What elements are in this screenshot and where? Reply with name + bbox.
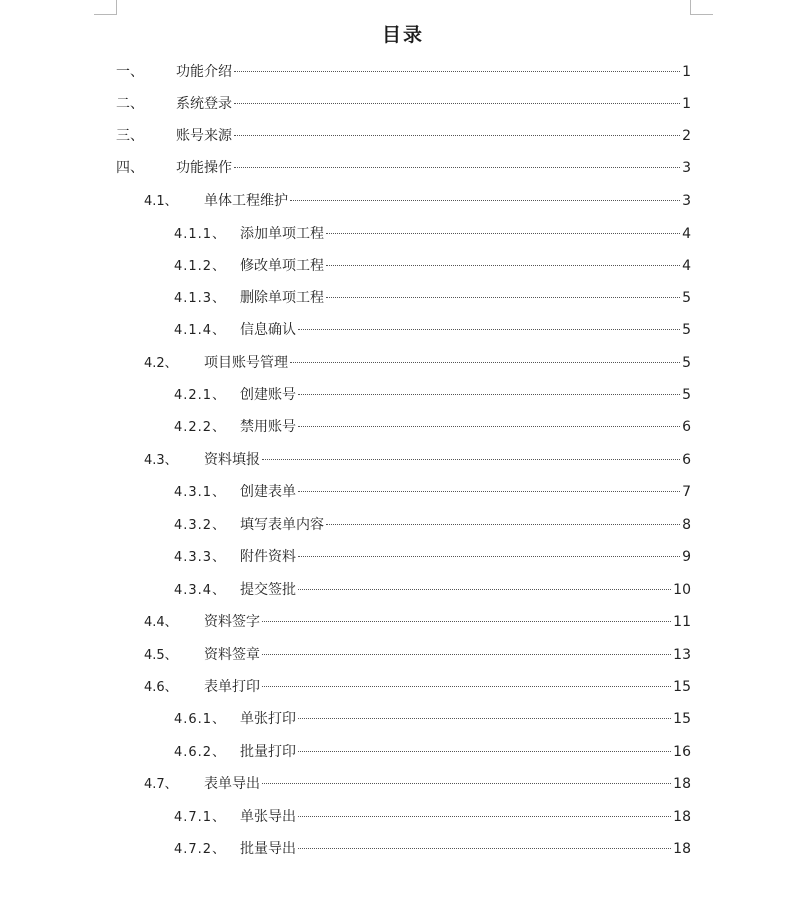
toc-entry[interactable] [116, 156, 691, 180]
toc-entry-page-number: 9 [682, 549, 691, 565]
toc-entry-title: 账号来源 [176, 128, 232, 144]
toc-dot-leader [290, 200, 680, 201]
toc-entry[interactable] [174, 805, 691, 829]
toc-entry-number: 4.3.3、 [174, 550, 227, 565]
toc-dot-leader [290, 362, 680, 363]
toc-entry[interactable] [174, 578, 691, 602]
toc-dot-leader [262, 686, 671, 687]
toc-entry[interactable] [116, 60, 691, 84]
toc-entry-number: 4.3.4、 [174, 583, 227, 598]
toc-entry-page-number: 15 [673, 711, 691, 727]
toc-dot-leader [326, 297, 680, 298]
toc-entry-title: 信息确认 [240, 322, 296, 338]
toc-entry[interactable] [174, 222, 691, 246]
toc-dot-leader [234, 135, 680, 136]
toc-entry[interactable] [144, 643, 691, 667]
toc-entry-page-number: 5 [682, 387, 691, 403]
toc-entry[interactable] [174, 707, 691, 731]
toc-entry-title: 资料签字 [204, 614, 260, 630]
toc-entry-page-number: 5 [682, 355, 691, 371]
toc-entry-page-number: 2 [682, 128, 691, 144]
toc-entry[interactable] [144, 675, 691, 699]
toc-dot-leader [262, 783, 671, 784]
toc-entry-page-number: 16 [673, 744, 691, 760]
toc-entry-page-number: 4 [682, 258, 691, 274]
toc-entry-page-number: 6 [682, 452, 691, 468]
toc-entry-number: 4.1.4、 [174, 323, 227, 338]
toc-entry[interactable] [144, 189, 691, 213]
toc-entry[interactable] [144, 610, 691, 634]
toc-entry-title: 单张导出 [240, 809, 296, 825]
toc-entry-number: 4.1.3、 [174, 291, 227, 306]
toc-dot-leader [298, 426, 680, 427]
toc-entry-page-number: 1 [682, 96, 691, 112]
toc-dot-leader [298, 816, 671, 817]
toc-entry-title: 系统登录 [176, 96, 232, 112]
toc-entry-number: 4.4、 [144, 615, 178, 630]
toc-entry-title: 修改单项工程 [240, 258, 324, 274]
toc-entry-number: 4.7.2、 [174, 842, 227, 857]
toc-entry-number: 4.6.1、 [174, 712, 227, 727]
toc-entry-page-number: 5 [682, 322, 691, 338]
toc-entry-number: 4.2.2、 [174, 420, 227, 435]
toc-entry-number: 4.5、 [144, 648, 178, 663]
toc-entry-title: 批量打印 [240, 744, 296, 760]
toc-entry-title: 表单导出 [204, 776, 260, 792]
toc-entry-title: 禁用账号 [240, 419, 296, 435]
toc-entry[interactable] [174, 318, 691, 342]
toc-entry-page-number: 3 [682, 193, 691, 209]
toc-dot-leader [262, 459, 680, 460]
toc-entry[interactable] [174, 513, 691, 537]
toc-dot-leader [326, 233, 680, 234]
toc-entry-number: 4.3.1、 [174, 485, 227, 500]
toc-entry-page-number: 3 [682, 160, 691, 176]
toc-dot-leader [262, 654, 671, 655]
toc-entry-title: 创建账号 [240, 387, 296, 403]
toc-entry-number: 4.3、 [144, 453, 178, 468]
toc-entry-title: 批量导出 [240, 841, 296, 857]
toc-entry-title: 单张打印 [240, 711, 296, 727]
toc-entry-page-number: 13 [673, 647, 691, 663]
toc-entry-page-number: 5 [682, 290, 691, 306]
toc-entry[interactable] [174, 837, 691, 861]
toc-entry-page-number: 18 [673, 809, 691, 825]
toc-entry-number: 4.3.2、 [174, 518, 227, 533]
toc-entry[interactable] [174, 286, 691, 310]
toc-entry-title: 资料填报 [204, 452, 260, 468]
toc-dot-leader [234, 103, 680, 104]
toc-entry[interactable] [174, 545, 691, 569]
toc-entry[interactable] [144, 448, 691, 472]
toc-dot-leader [298, 848, 671, 849]
toc-entry-title: 删除单项工程 [240, 290, 324, 306]
toc-entry[interactable] [116, 124, 691, 148]
toc-entry-page-number: 7 [682, 484, 691, 500]
toc-entry-page-number: 6 [682, 419, 691, 435]
toc-entry-number: 4.6.2、 [174, 745, 227, 760]
toc-entry-title: 表单打印 [204, 679, 260, 695]
toc-entry-number: 一、 [116, 64, 144, 80]
toc-entry-title: 提交签批 [240, 582, 296, 598]
toc-dot-leader [298, 718, 671, 719]
toc-entry[interactable] [174, 415, 691, 439]
toc-entry[interactable] [174, 383, 691, 407]
page-corner-mark-top-left [94, 0, 117, 15]
toc-entry-page-number: 10 [673, 582, 691, 598]
toc-dot-leader [298, 394, 680, 395]
toc-entry-page-number: 15 [673, 679, 691, 695]
toc-dot-leader [326, 524, 680, 525]
toc-dot-leader [234, 167, 680, 168]
toc-entry-number: 二、 [116, 96, 144, 112]
toc-entry-number: 4.1.1、 [174, 227, 227, 242]
toc-entry-title: 功能操作 [176, 160, 232, 176]
toc-entry[interactable] [174, 740, 691, 764]
toc-entry[interactable] [174, 480, 691, 504]
toc-dot-leader [262, 621, 671, 622]
toc-entry-number: 4.1.2、 [174, 259, 227, 274]
toc-entry-number: 三、 [116, 128, 144, 144]
toc-entry-title: 附件资料 [240, 549, 296, 565]
toc-entry-page-number: 8 [682, 517, 691, 533]
toc-entry[interactable] [144, 351, 691, 375]
toc-entry-page-number: 18 [673, 776, 691, 792]
page-corner-mark-top-right [690, 0, 713, 15]
toc-dot-leader [298, 556, 680, 557]
toc-entry-title: 添加单项工程 [240, 226, 324, 242]
toc-dot-leader [326, 265, 680, 266]
toc-dot-leader [298, 491, 680, 492]
toc-entry-title: 单体工程维护 [204, 193, 288, 209]
toc-title: 目录 [381, 24, 424, 46]
toc-dot-leader [298, 751, 671, 752]
toc-entry-title: 填写表单内容 [240, 517, 324, 533]
toc-entry[interactable] [144, 772, 691, 796]
toc-dot-leader [298, 589, 671, 590]
toc-entry-number: 4.6、 [144, 680, 178, 695]
toc-entry-number: 4.7、 [144, 777, 178, 792]
toc-entry-title: 项目账号管理 [204, 355, 288, 371]
toc-entry-number: 4.2.1、 [174, 388, 227, 403]
toc-entry-page-number: 11 [673, 614, 691, 630]
toc-dot-leader [298, 329, 680, 330]
toc-entry-title: 功能介绍 [176, 64, 232, 80]
toc-entry-number: 4.7.1、 [174, 810, 227, 825]
toc-entry-number: 四、 [116, 160, 144, 176]
toc-entry-page-number: 18 [673, 841, 691, 857]
toc-entry[interactable] [116, 92, 691, 116]
toc-entry-number: 4.1、 [144, 194, 178, 209]
toc-dot-leader [234, 71, 680, 72]
toc-entry-number: 4.2、 [144, 356, 178, 371]
toc-entry[interactable] [174, 254, 691, 278]
toc-entry-title: 资料签章 [204, 647, 260, 663]
toc-entry-title: 创建表单 [240, 484, 296, 500]
toc-entry-page-number: 4 [682, 226, 691, 242]
toc-entry-page-number: 1 [682, 64, 691, 80]
